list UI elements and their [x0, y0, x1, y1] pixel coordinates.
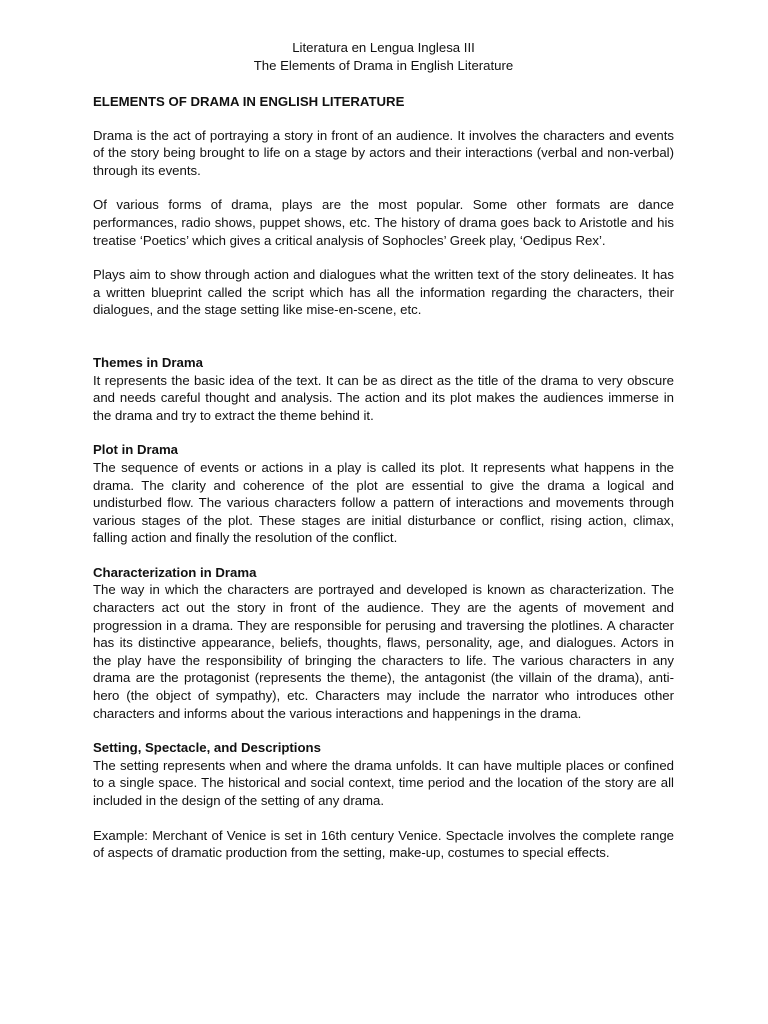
- section-heading: Themes in Drama: [93, 354, 203, 370]
- document-page: [93, 39, 674, 879]
- section-spacer: [93, 336, 674, 354]
- section-characterization: [93, 564, 674, 722]
- course-title: Literatura en Lengua Inglesa III: [292, 40, 475, 55]
- section-paragraph: Example: Merchant of Venice is set in 16th century Venice. Spectacle involves the complete range of aspects of dramatic production from the setting, make-up, costumes to special effects.: [93, 827, 674, 861]
- document-subtitle: The Elements of Drama in English Literature: [253, 58, 514, 73]
- section-setting: [93, 739, 674, 862]
- document-title: ELEMENTS OF DRAMA IN ENGLISH LITERATURE: [93, 94, 405, 109]
- document-header: [93, 39, 674, 75]
- section-paragraph: The setting represents when and where the drama unfolds. It can have multiple places or confined to a single space. The historical and social context, time period and the location of the story are all included in the design of the setting of any drama.: [93, 757, 674, 808]
- section-heading: Setting, Spectacle, and Descriptions: [93, 740, 321, 756]
- section-paragraph: The sequence of events or actions in a play is called its plot. It represents what happens in the drama. The clarity and coherence of the plot are essential to give the drama a logical and undisturbed flow. The various characters follow a pattern of interactions and movements through various stages of the plot. These stages are initial disturbance or conflict, rising action, climax, falling action and finally the resolution of the conflict.: [93, 459, 674, 546]
- section-paragraph: It represents the basic idea of the text. It can be as direct as the title of the drama to very obscure and needs careful thought and analysis. The action and its plot makes the audiences immerse in the drama and try to extract the theme behind it.: [93, 372, 674, 423]
- section-plot: [93, 441, 674, 547]
- intro-paragraph-3: Plays aim to show through action and dialogues what the written text of the story delineates. It has a written blueprint called the script which has all the information regarding the characters, their dialogues, and the stage setting like mise-en-scene, etc.: [93, 267, 674, 318]
- section-themes: [93, 354, 674, 424]
- intro-paragraph-2: Of various forms of drama, plays are the most popular. Some other formats are dance performances, radio shows, puppet shows, etc. The history of drama goes back to Aristotle and his treatise ‘Poetics’ which gives a critical analysis of Sophocles’ Greek play, ‘Oedipus Rex’.: [93, 197, 674, 248]
- section-paragraph: The way in which the characters are portrayed and developed is known as characterization. The characters act out the story in front of the audience. They are the agents of movement and progression in a drama. They are responsible for perusing and traversing the plotlines. A character has its distinctive appearance, beliefs, thoughts, flaws, personality, age, and dialogues. Actors in the play have the responsibility of bringing the characters to life. The various characters in any drama are the protagonist (represents the theme), the antagonist (the villain of the drama), anti-hero (the object of sympathy), etc. Characters may include the narrator who introduces other characters and informs about the various interactions and happenings in the drama.: [93, 582, 674, 721]
- section-heading: Characterization in Drama: [93, 564, 257, 580]
- intro-paragraph-1: Drama is the act of portraying a story in front of an audience. It involves the characters and events of the story being brought to life on a stage by actors and their interactions (verbal and non-verbal) through its events.: [93, 127, 674, 178]
- section-heading: Plot in Drama: [93, 442, 179, 458]
